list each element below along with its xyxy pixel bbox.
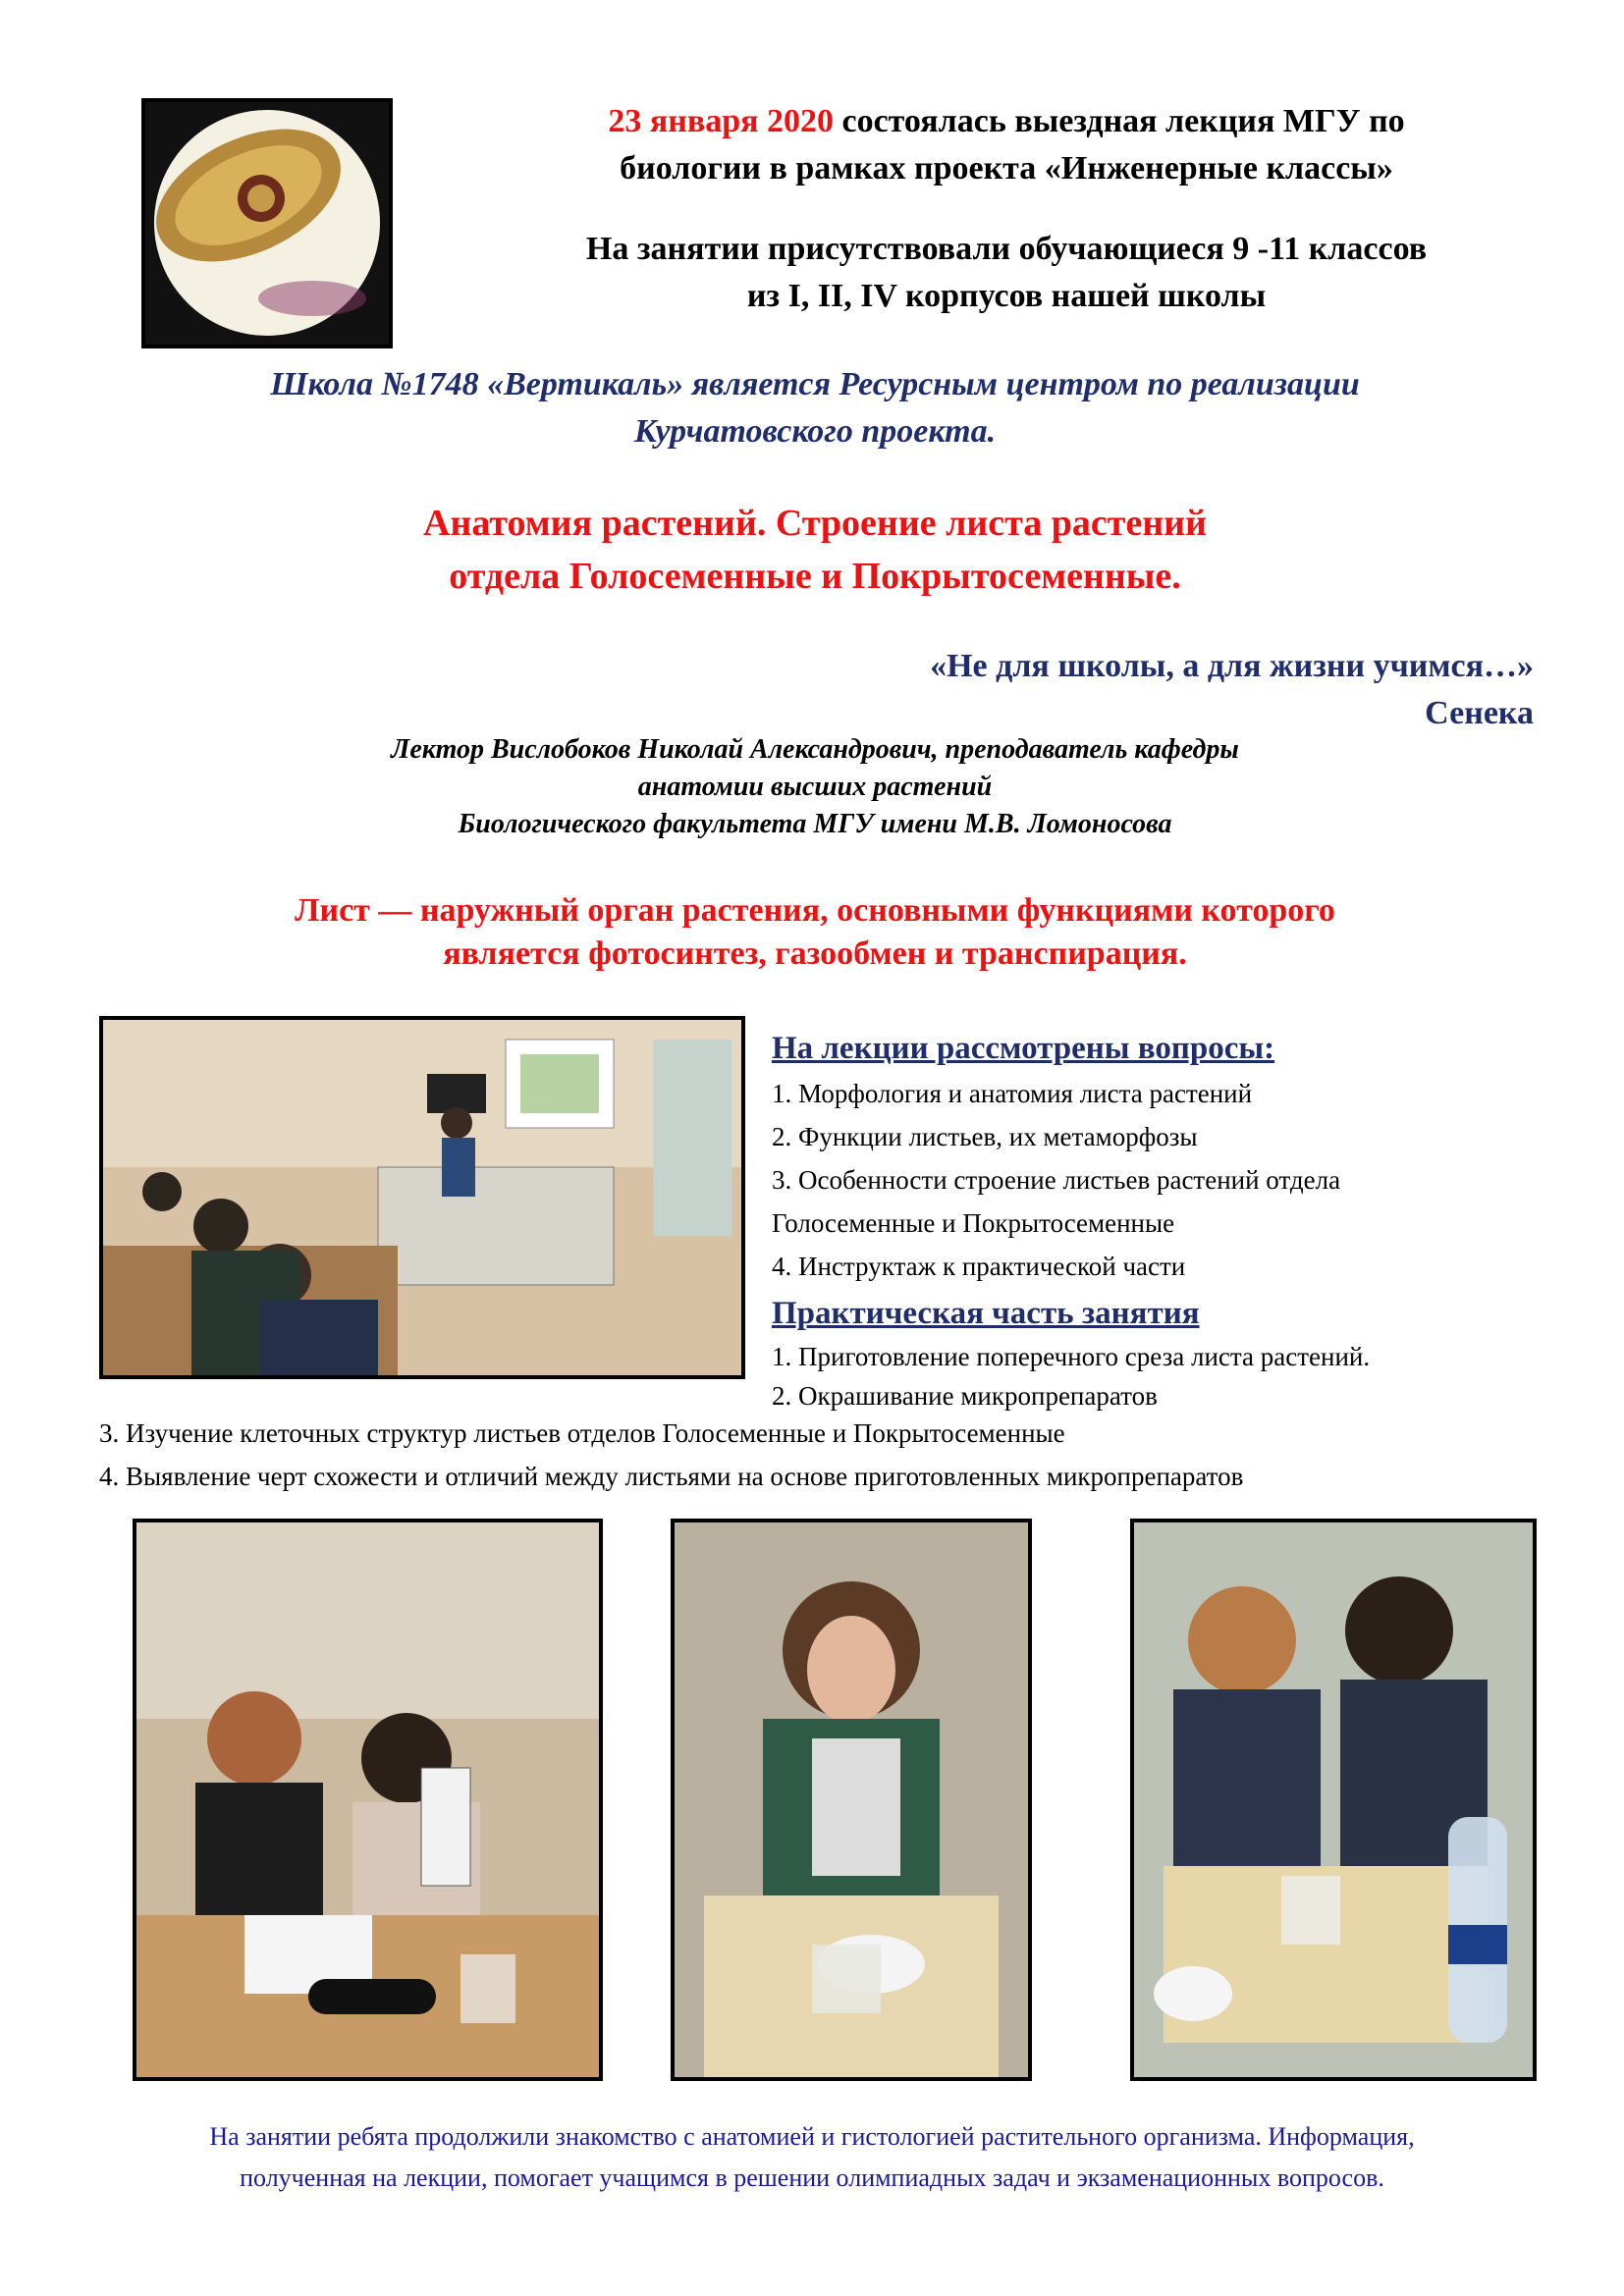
topic-line-1: Анатомия растений. Строение листа растений (423, 503, 1207, 544)
leaf-line-2: является фотосинтез, газообмен и транспирация. (443, 935, 1187, 972)
header-line-1 (432, 98, 1581, 192)
lecture-questions-section (772, 1025, 1577, 1415)
questions-heading: На лекции рассмотрены вопросы: (772, 1031, 1275, 1066)
header-line-2: биологии в рамках проекта «Инженерные классы» (620, 150, 1393, 187)
topic-line-2: отдела Голосеменные и Покрытосеменные. (449, 556, 1181, 597)
leaf-definition (147, 889, 1483, 976)
lecturer-info (147, 731, 1483, 843)
quote-text: «Не для школы, а для жизни учимся…» (930, 648, 1534, 684)
school-line-2: Курчатовского проекта. (633, 413, 997, 450)
footer-line-2: полученная на лекции, помогает учащимся в решении олимпиадных задач и экзаменационных вопросов. (240, 2163, 1384, 2192)
attendance-line-1: На занятии присутствовали обучающиеся 9 -11 классов (585, 231, 1428, 267)
practical-item: 1. Приготовление поперечного среза листа растений. (772, 1342, 1371, 1371)
leaf-line-1: Лист — наружный орган растения, основными функциями которого (295, 892, 1335, 929)
closing-note (69, 2116, 1555, 2199)
lector-line-1: Лектор Вислобоков Николай Александрович, преподаватель кафедры (391, 734, 1239, 765)
question-item: Голосеменные и Покрытосеменные (772, 1208, 1175, 1238)
question-item: 1. Морфология и анатомия листа растений (772, 1079, 1253, 1108)
question-item: 2. Функции листьев, их метаморфозы (772, 1122, 1198, 1151)
attendance-info (432, 226, 1581, 320)
lecture-topic (147, 497, 1483, 603)
practical-item: 2. Окрашивание микропрепаратов (772, 1381, 1158, 1411)
lecture-photo (99, 1016, 745, 1379)
practical-item: 3. Изучение клеточных структур листьев отделов Голосеменные и Покрытосеменные (99, 1418, 1065, 1448)
student-slide-photo (671, 1519, 1032, 2081)
event-date: 23 января 2020 (608, 103, 834, 139)
footer-line-1: На занятии ребята продолжили знакомство с анатомией и гистологией растительного организма. Информация, (209, 2122, 1415, 2151)
lector-line-2: анатомии высших растений (637, 772, 993, 802)
question-item: 3. Особенности строение листьев растений отдела (772, 1165, 1341, 1195)
students-microscope-photo (133, 1519, 603, 2081)
microscope-photo (141, 98, 393, 348)
practical-heading: Практическая часть занятия (772, 1296, 1200, 1331)
question-item: 4. Инструктаж к практической части (772, 1252, 1186, 1281)
school-statement (147, 361, 1483, 455)
practical-item: 4. Выявление черт схожести и отличий между листьями на основе приготовленных микропрепаратов (99, 1462, 1244, 1491)
epigraph (746, 643, 1534, 737)
cadets-lab-photo (1130, 1519, 1537, 2081)
school-line-1: Школа №1748 «Вертикаль» является Ресурсным центром по реализации (270, 366, 1360, 402)
quote-author: Сенека (1425, 695, 1534, 731)
header-line-1-rest: состоялась выездная лекция МГУ по (834, 103, 1405, 139)
attendance-line-2: из I, II, IV корпусов нашей школы (746, 278, 1267, 314)
lector-line-3: Биологического факультета МГУ имени М.В. Ломоносова (458, 809, 1172, 839)
